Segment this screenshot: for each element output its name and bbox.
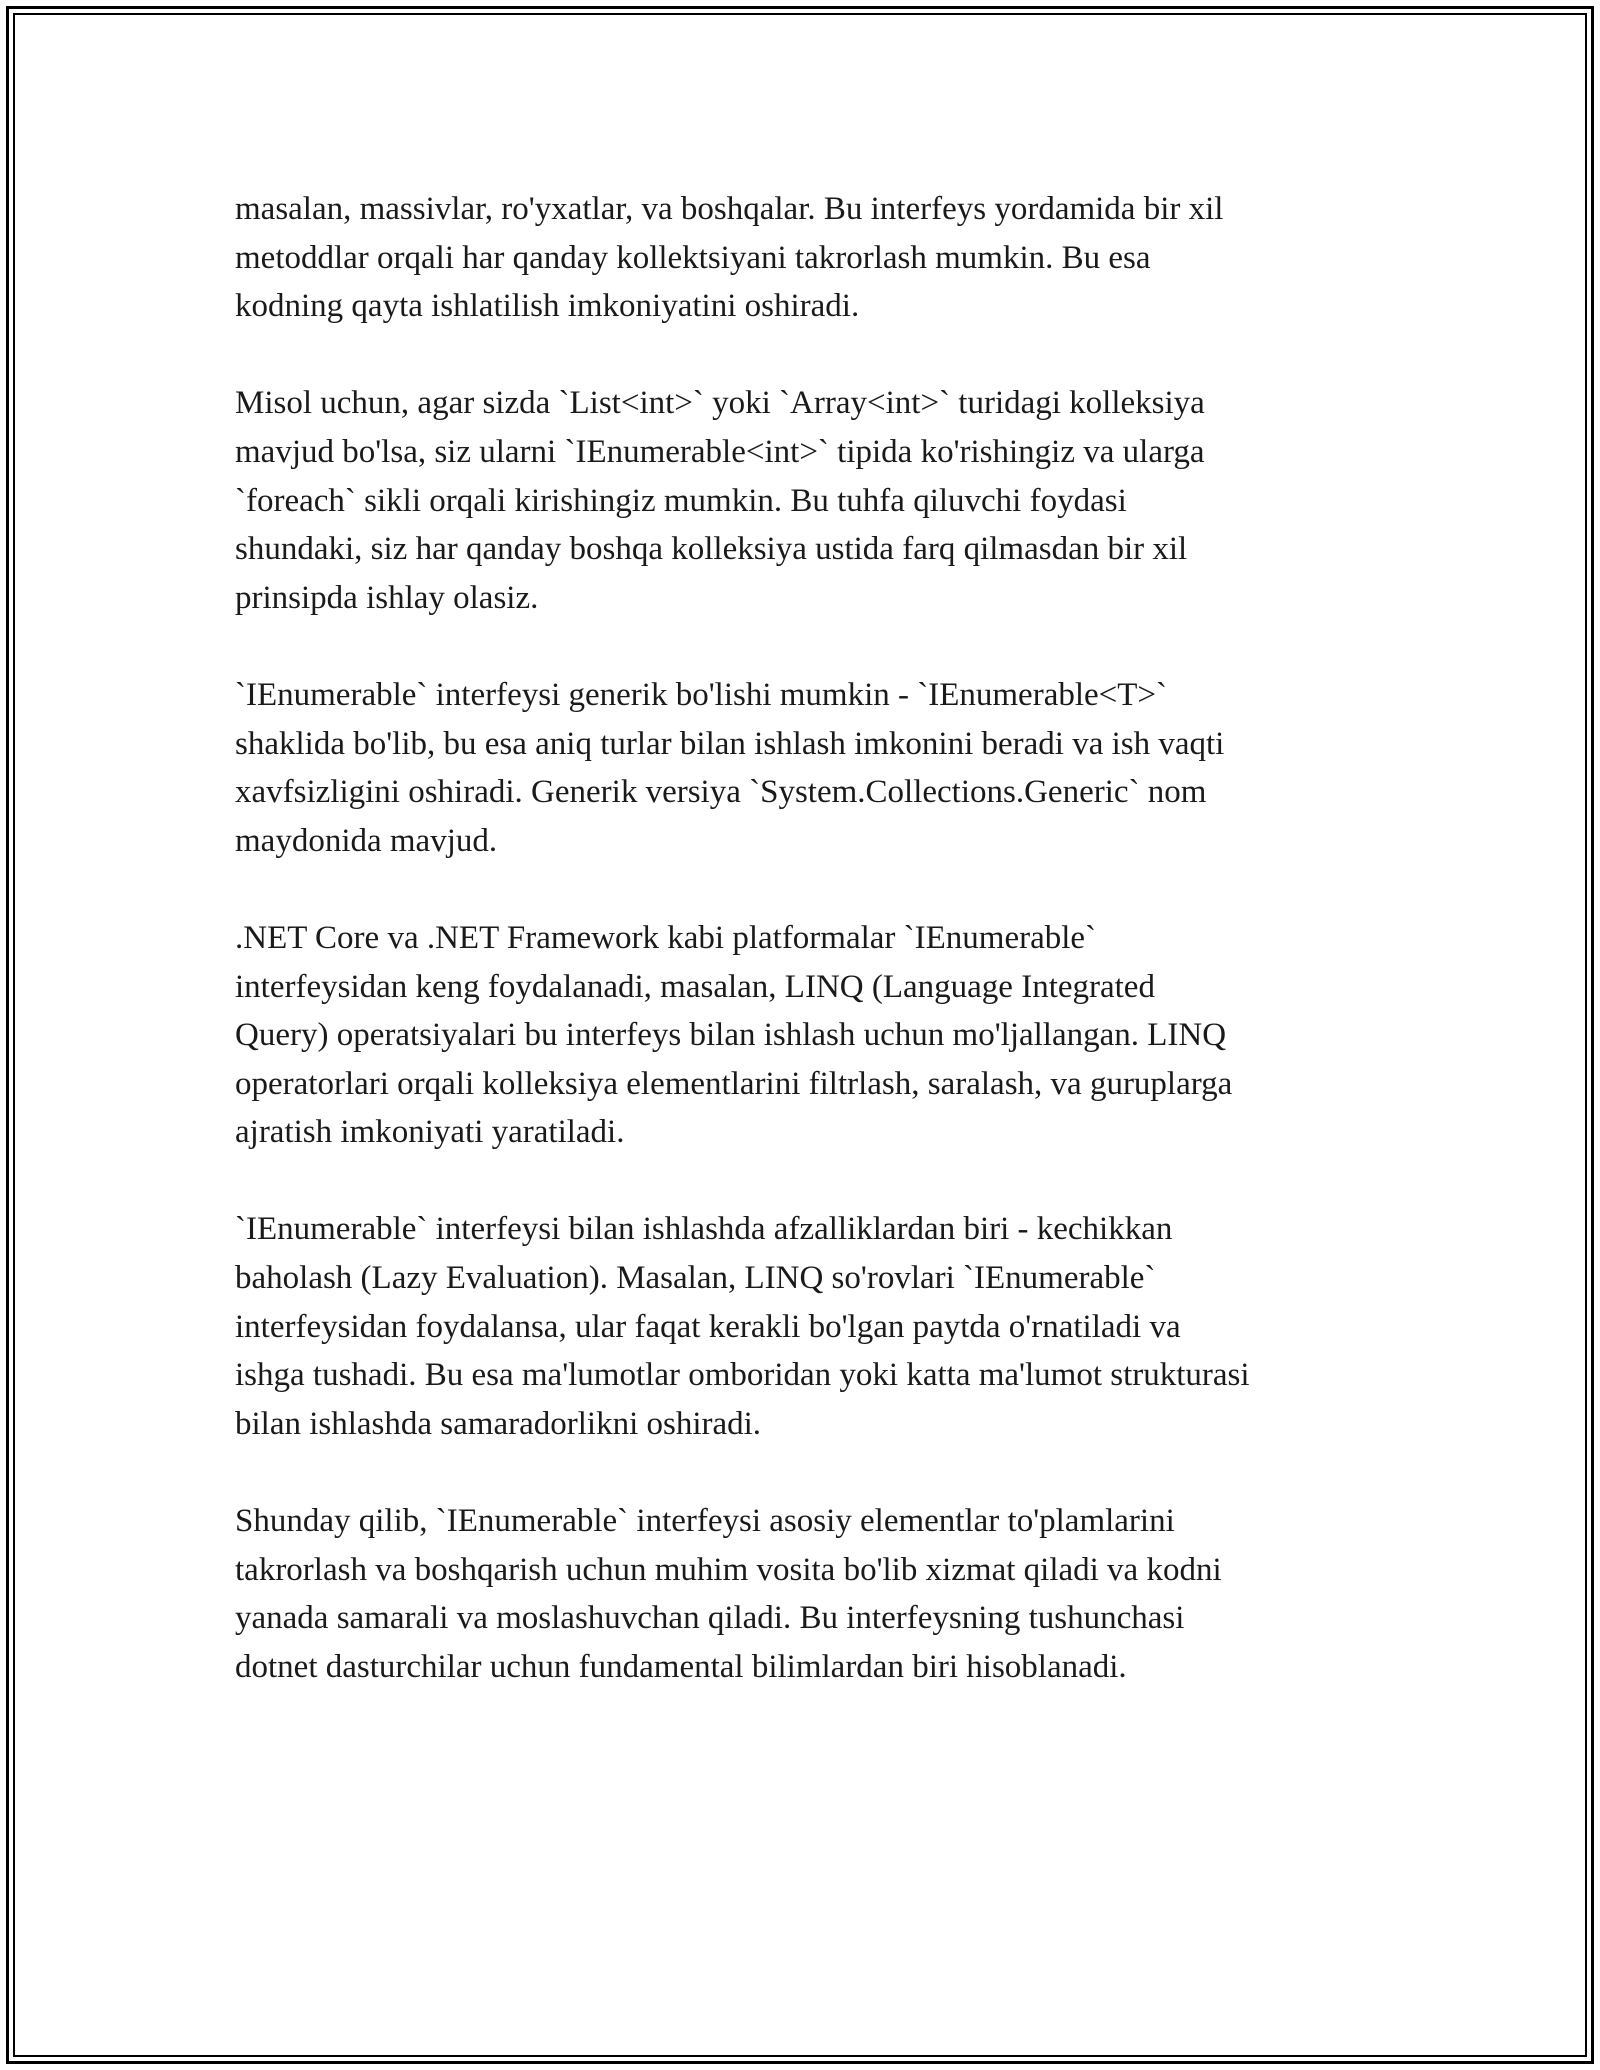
text-line: mavjud bo'lsa, siz ularni `IEnumerable<int>` tipida ko'rishingiz va ularga bbox=[235, 433, 1205, 470]
text-line: dotnet dasturchilar uchun fundamental bilimlardan biri hisoblanadi. bbox=[235, 1648, 1127, 1685]
text-line: metoddlar orqali har qanday kollektsiyani takrorlash mumkin. Bu esa bbox=[235, 239, 1151, 276]
text-line: Misol uchun, agar sizda `List<int>` yoki `Array<int>` turidagi kolleksiya bbox=[235, 385, 1205, 422]
document-body bbox=[235, 185, 1385, 1740]
text-line: ishga tushadi. Bu esa ma'lumotlar omboridan yoki katta ma'lumot strukturasi bbox=[235, 1357, 1250, 1394]
paragraph-3 bbox=[235, 671, 1385, 865]
paragraph-1 bbox=[235, 185, 1385, 331]
text-line: shaklida bo'lib, bu esa aniq turlar bilan ishlash imkonini beradi va ish vaqti bbox=[235, 725, 1225, 762]
text-line: .NET Core va .NET Framework kabi platformalar `IEnumerable` bbox=[235, 919, 1097, 956]
text-line: Query) operatsiyalari bu interfeys bilan ishlash uchun mo'ljallangan. LINQ bbox=[235, 1017, 1227, 1054]
text-line: takrorlash va boshqarish uchun muhim vosita bo'lib xizmat qiladi va kodni bbox=[235, 1551, 1222, 1588]
text-line: ajratish imkoniyati yaratiladi. bbox=[235, 1114, 625, 1151]
paragraph-2 bbox=[235, 379, 1385, 622]
paragraph-6 bbox=[235, 1497, 1385, 1691]
text-line: `foreach` sikli orqali kirishingiz mumkin. Bu tuhfa qiluvchi foydasi bbox=[235, 482, 1127, 519]
text-line: xavfsizligini oshiradi. Generik versiya `System.Collections.Generic` nom bbox=[235, 774, 1207, 811]
paragraph-4 bbox=[235, 914, 1385, 1157]
text-line: `IEnumerable` interfeysi generik bo'lishi mumkin - `IEnumerable<T>` bbox=[235, 676, 1168, 713]
text-line: baholash (Lazy Evaluation). Masalan, LINQ so'rovlari `IEnumerable` bbox=[235, 1260, 1156, 1297]
text-line: bilan ishlashda samaradorlikni oshiradi. bbox=[235, 1405, 762, 1442]
text-line: maydonida mavjud. bbox=[235, 822, 498, 859]
text-line: shundaki, siz har qanday boshqa kolleksiya ustida farq qilmasdan bir xil bbox=[235, 531, 1188, 568]
text-line: operatorlari orqali kolleksiya elementlarini filtrlash, saralash, va guruplarga bbox=[235, 1065, 1233, 1102]
text-line: kodning qayta ishlatilish imkoniyatini oshiradi. bbox=[235, 288, 860, 325]
text-line: Shunday qilib, `IEnumerable` interfeysi asosiy elementlar to'plamlarini bbox=[235, 1503, 1175, 1540]
text-line: `IEnumerable` interfeysi bilan ishlashda afzalliklardan biri - kechikkan bbox=[235, 1211, 1173, 1248]
text-line: interfeysidan keng foydalanadi, masalan, LINQ (Language Integrated bbox=[235, 968, 1155, 1005]
text-line: interfeysidan foydalansa, ular faqat kerakli bo'lgan paytda o'rnatiladi va bbox=[235, 1308, 1181, 1345]
paragraph-5 bbox=[235, 1205, 1385, 1448]
text-line: masalan, massivlar, ro'yxatlar, va boshqalar. Bu interfeys yordamida bir xil bbox=[235, 191, 1224, 227]
text-line: yanada samarali va moslashuvchan qiladi. Bu interfeysning tushunchasi bbox=[235, 1600, 1185, 1637]
text-line: prinsipda ishlay olasiz. bbox=[235, 579, 539, 616]
